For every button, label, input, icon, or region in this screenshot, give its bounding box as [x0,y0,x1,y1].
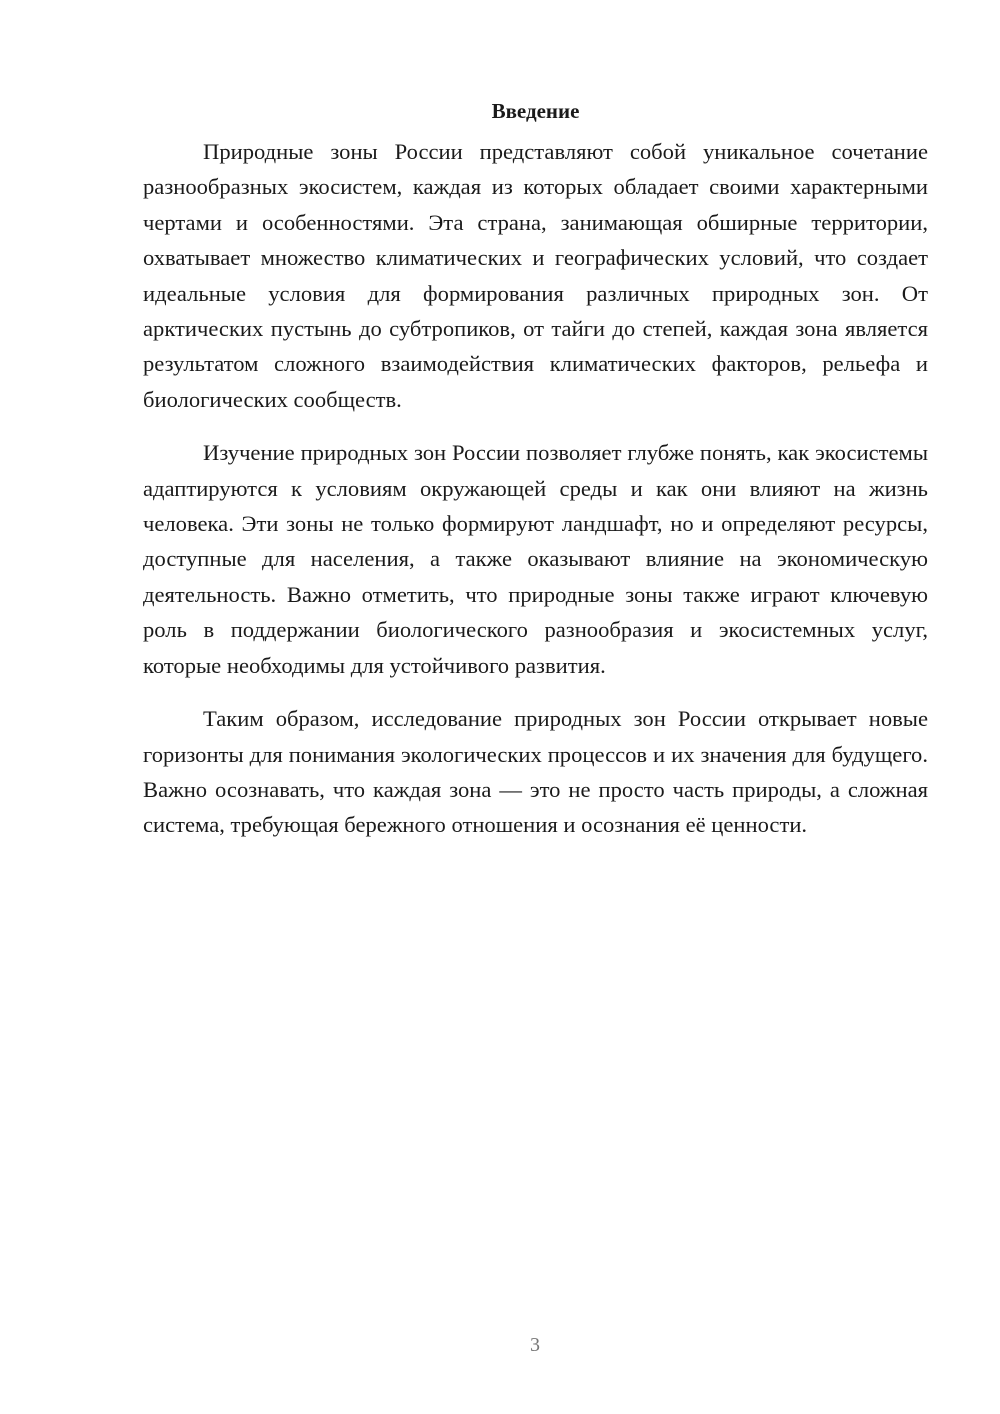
paragraph-1: Природные зоны России представляют собой уникальное сочетание разнообразных экосистем, каждая из которых обладает своими характерными чертами и особенностями. Эта страна, занимающая обширные территории, охватывает множество климатических и географических условий, что создает идеальные условия для формирования различных природных зон. От арктических пустынь до субтропиков, от тайги до степей, каждая зона является результатом сложного взаимодействия климатических факторов, рельефа и биологических сообществ. [143,139,928,412]
paragraph-2: Изучение природных зон России позволяет глубже понять, как экосистемы адаптируются к условиям окружающей среды и как они влияют на жизнь человека. Эти зоны не только формируют ландшафт, но и определяют ресурсы, доступные для населения, а также оказывают влияние на экономическую деятельность. Важно отметить, что природные зоны также играют ключевую роль в поддержании биологического разнообразия и экосистемных услуг, которые необходимы для устойчивого развития. [143,440,928,678]
page-content [143,96,928,861]
section-heading: Введение [491,99,580,123]
paragraph-3: Таким образом, исследование природных зон России открывает новые горизонты для понимания экологических процессов и их значения для будущего. Важно осознавать, что каждая зона — это не просто часть природы, а сложная система, требующая бережного отношения и осознания её ценности. [143,706,928,838]
page-number: 3 [530,1334,540,1356]
